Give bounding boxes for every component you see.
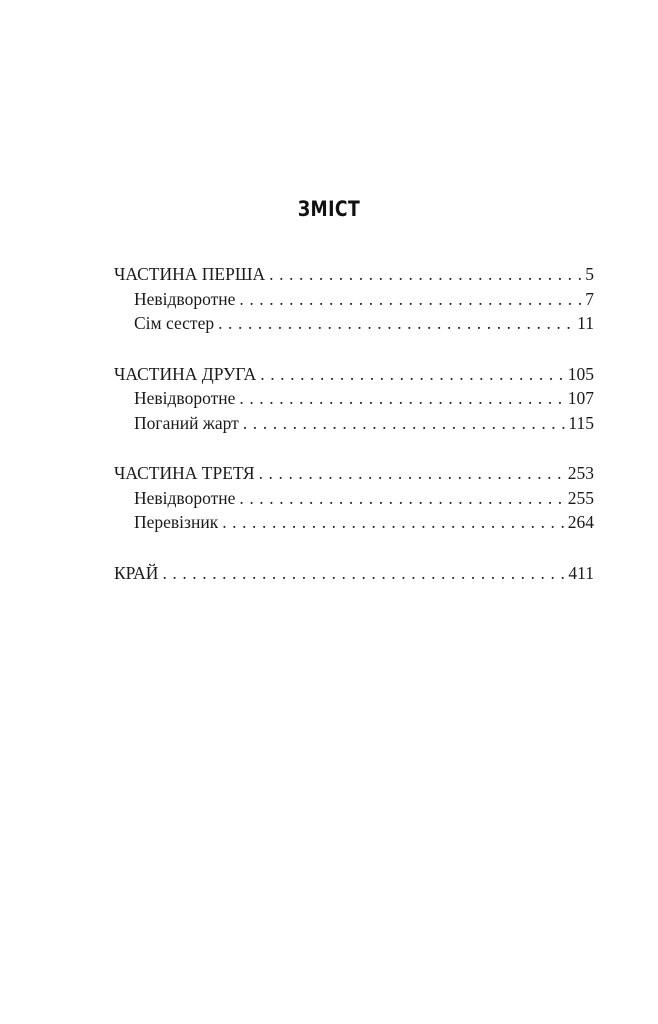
toc-entry-part-1 xyxy=(114,262,594,287)
table-of-contents xyxy=(114,262,594,611)
toc-group-part-1 xyxy=(114,262,594,336)
toc-entry-chapter xyxy=(114,311,594,336)
toc-entry-page: 5 xyxy=(585,264,594,284)
toc-entry-label: Перевізник xyxy=(134,512,219,532)
dot-leader xyxy=(243,411,567,436)
toc-entry-label: Невідворотне xyxy=(134,388,236,408)
toc-entry-label: ЧАСТИНА ДРУГА xyxy=(114,363,257,384)
toc-entry-page: 255 xyxy=(567,487,594,508)
toc-entry-page: 11 xyxy=(577,313,594,333)
toc-group-part-3 xyxy=(114,461,594,535)
dot-leader xyxy=(259,461,566,486)
toc-entry-label: Невідворотне xyxy=(134,487,236,508)
dot-leader xyxy=(269,262,583,287)
dot-leader xyxy=(239,386,565,411)
toc-entry-chapter xyxy=(114,510,594,535)
toc-entry-page: 411 xyxy=(568,562,594,583)
toc-entry-label: ЧАСТИНА ПЕРША xyxy=(114,264,266,284)
toc-entry-chapter xyxy=(114,287,594,312)
toc-entry-chapter xyxy=(114,411,594,436)
toc-entry-label: КРАЙ xyxy=(114,562,159,583)
toc-entry-label: Поганий жарт xyxy=(134,412,239,433)
toc-group-part-2 xyxy=(114,362,594,436)
toc-entry-page: 115 xyxy=(568,412,594,433)
toc-entry-part-3 xyxy=(114,461,594,486)
dot-leader xyxy=(239,486,565,511)
toc-heading: ЗМІСТ xyxy=(297,197,361,221)
dot-leader xyxy=(222,510,566,535)
toc-entry-end xyxy=(114,561,594,586)
toc-entry-chapter xyxy=(114,486,594,511)
toc-entry-part-2 xyxy=(114,362,594,387)
toc-entry-page: 105 xyxy=(567,363,594,384)
toc-entry-label: Сім сестер xyxy=(134,313,215,333)
toc-group-end xyxy=(114,561,594,586)
dot-leader xyxy=(239,287,583,312)
dot-leader xyxy=(260,362,565,387)
toc-entry-chapter xyxy=(114,386,594,411)
toc-entry-page: 264 xyxy=(567,512,594,532)
toc-entry-page: 253 xyxy=(567,463,594,483)
toc-entry-page: 107 xyxy=(567,388,594,408)
toc-entry-page: 7 xyxy=(585,288,594,309)
toc-entry-label: Невідворотне xyxy=(134,288,236,309)
dot-leader xyxy=(162,561,566,586)
toc-entry-label: ЧАСТИНА ТРЕТЯ xyxy=(114,463,255,483)
dot-leader xyxy=(218,311,575,336)
